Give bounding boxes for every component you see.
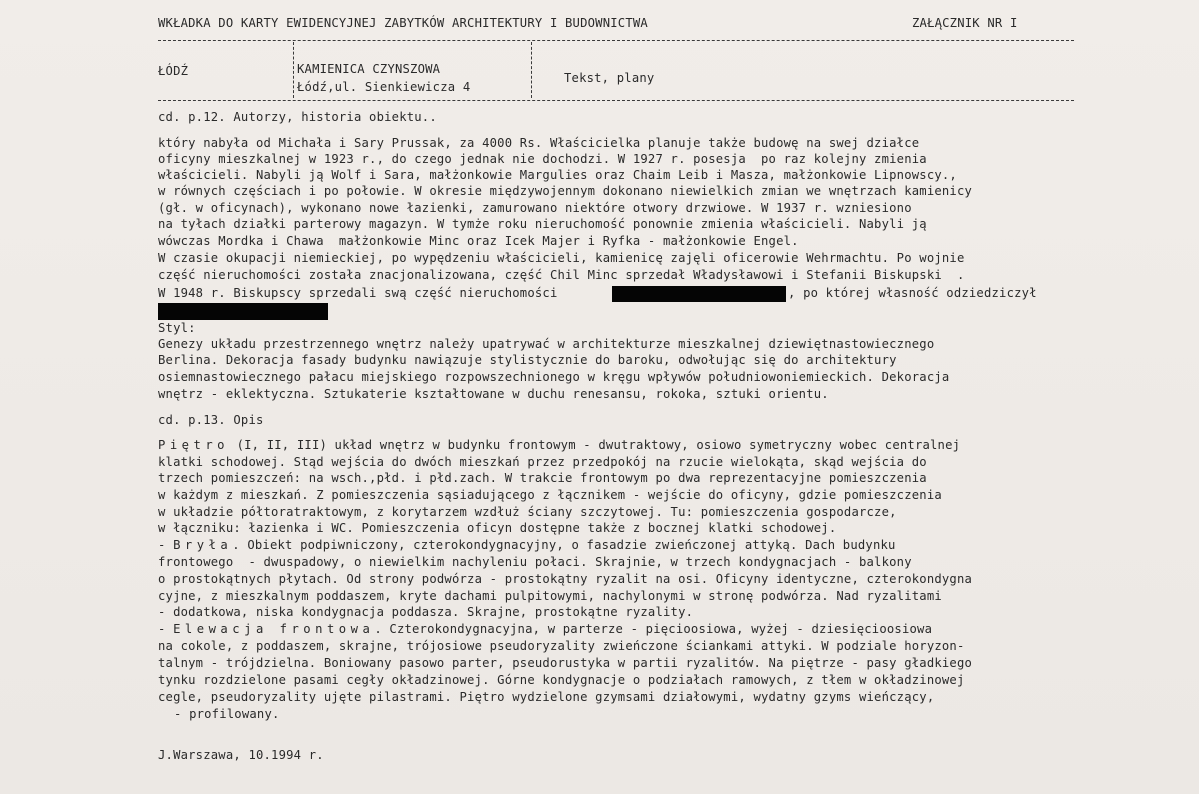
bryla-line: o prostokątnych płytach. Od strony podwórza - prostokątny ryzalit na osi. Oficyny identyczne, czterokondygna xyxy=(158,572,973,586)
description-line: klatki schodowej. Stąd wejścia do dwóch mieszkań przez przedpokój na rzucie wielokąta, skąd wejścia do xyxy=(158,455,927,469)
history-line: oficyny mieszkalnej w 1923 r., do czego jednak nie dochodzi. W 1927 r. posesja po raz kolejny zmienia xyxy=(158,152,927,166)
style-line: osiemnastowiecznego pałacu miejskiego rozpowszechnionego w kręgu wpływów południowoniemieckich. Dekoracja xyxy=(158,370,950,384)
city-field: ŁÓDŹ xyxy=(158,64,189,78)
object-name-field: KAMIENICA CZYNSZOWA xyxy=(297,62,441,76)
pietro-label: Piętro xyxy=(158,438,230,452)
bryla-line: - Bryła. Obiekt podpiwniczony, czterokondygnacyjny, o fasadzie zwieńczonej attyką. Dach budynku xyxy=(158,538,896,552)
elewacja-label: Elewacja frontowa xyxy=(173,622,375,636)
annex-label: ZAŁĄCZNIK NR I xyxy=(912,16,1018,30)
elewacja-line: na cokole, z poddaszem, skrajne, trójosiowe pseudoryzality zwieńczone ściankami attyki. W podziale horyzon- xyxy=(158,639,965,653)
document-title: WKŁADKA DO KARTY EWIDENCYJNEJ ZABYTKÓW ARCHITEKTURY I BUDOWNICTWA xyxy=(158,16,648,30)
elewacja-text: . Czterokondygnacyjna, w parterze - pięcioosiowa, wyżej - dziesięcioosiowa xyxy=(374,622,933,636)
column-divider-2 xyxy=(531,42,532,98)
elewacja-line: cegle, pseudoryzality ujęte pilastrami. Piętro wydzielone gzymsami działowymi, wydatny gzyms wieńczący, xyxy=(158,690,935,704)
info-divider xyxy=(158,100,1074,101)
elewacja-line: - profilowany. xyxy=(174,707,280,721)
elewacja-line: tynku rozdzielone pasami cegły okładzinowej. Górne kondygnacje o podziałach ramowych, z tłem w okładzinowej xyxy=(158,673,965,687)
description-line: w łączniku: łazienka i WC. Pomieszczenia oficyn dostępne także z bocznej klatki schodowej. xyxy=(158,521,837,535)
style-line: Genezy układu przestrzennego wnętrz należy upatrywać w architekturze mieszkalnej dziewiętnastowiecznego xyxy=(158,337,935,351)
history-line: (gł. w oficynach), wykonano nowe łazienki, zamurowano niektóre otwory drzwiowe. W 1937 r. wzniesiono xyxy=(158,201,912,215)
redaction-block xyxy=(612,286,786,302)
style-title: Styl: xyxy=(158,321,196,335)
description-text: (I, II, III) układ wnętrz w budynku frontowym - dwutraktowy, osiowo symetryczny wobec centralnej xyxy=(229,438,961,452)
history-line: część nieruchomości została znacjonalizowana, część Chil Minc sprzedał Władysławowi i Stefanii Biskupski . xyxy=(158,268,965,282)
history-line: który nabyła od Michała i Sary Prussak, za 4000 Rs. Właścicielka planuje także budowę na swej działce xyxy=(158,136,920,150)
bryla-line: frontowego - dwuspadowy, o niewielkim nachyleniu połaci. Skrajnie, w trzech kondygnacjach - balkony xyxy=(158,555,912,569)
address-field: Łódź,ul. Sienkiewicza 4 xyxy=(297,80,471,94)
bryla-line: - dodatkowa, niska kondygnacja poddasza. Skrajne, prostokątne ryzality. xyxy=(158,605,694,619)
section-history-title: cd. p.12. Autorzy, historia obiektu.. xyxy=(158,110,437,124)
history-line: W 1948 r. Biskupscy sprzedali swą część nieruchomości xyxy=(158,286,558,300)
style-line: wnętrz - eklektyczna. Sztukaterie kształtowane w duchu renesansu, rokoka, sztuki orientu. xyxy=(158,387,829,401)
header-divider xyxy=(158,40,1074,41)
style-line: Berlina. Dekoracja fasady budynku nawiązuje stylistycznie do baroku, odwołując się do architektury xyxy=(158,353,897,367)
history-line-end: , po której własność odziedziczył xyxy=(788,286,1037,300)
elewacja-line: - Elewacja frontowa. Czterokondygnacyjna, w parterze - pięcioosiowa, wyżej - dziesięcioosiowa xyxy=(158,622,933,636)
bryla-text: . Obiekt podpiwniczony, czterokondygnacyjny, o fasadzie zwieńczonej attyką. Dach budynku xyxy=(232,538,896,552)
bryla-label: Bryła xyxy=(173,538,233,552)
signature-date: J.Warszawa, 10.1994 r. xyxy=(158,748,324,762)
history-line: wówczas Mordka i Chawa małżonkowie Minc oraz Icek Majer i Ryfka - małżonkowie Engel. xyxy=(158,234,799,248)
column-divider-1 xyxy=(293,42,294,98)
history-line: W czasie okupacji niemieckiej, po wypędzeniu właścicieli, kamienicę zajęli oficerowie Wehrmachtu. Po wojnie xyxy=(158,251,965,265)
description-line: w każdym z mieszkań. Z pomieszczenia sąsiadującego z łącznikem - wejście do oficyny, gdzie pomieszczenia xyxy=(158,488,942,502)
section-description-title: cd. p.13. Opis xyxy=(158,413,264,427)
history-line: na tyłach działki parterowy magazyn. W tymże roku nieruchomość ponownie zmienia właścicieli. Nabyli ją xyxy=(158,217,927,231)
history-line: w równych częściach i po połowie. W okresie międzywojennym dokonano niewielkich zmian we wnętrzach kamienicy xyxy=(158,184,973,198)
description-line: w układzie półtoratraktowym, z korytarzem wzdłuż ściany szczytowej. Tu: pomieszczenia gospodarcze, xyxy=(158,505,897,519)
redaction-block xyxy=(158,303,328,320)
content-field: Tekst, plany xyxy=(564,71,655,85)
history-line: właścicieli. Nabyli ją Wolf i Sara, małżonkowie Margulies oraz Chaim Leib i Masza, małżonkowie Lipnowscy., xyxy=(158,168,957,182)
description-line xyxy=(158,438,960,453)
bryla-line: cyjne, z mieszkalnym poddaszem, kryte dachami pulpitowymi, nachylonymi w stronę podwórza. Nad ryzalitami xyxy=(158,589,942,603)
description-line: trzech pomieszczeń: na wsch.,płd. i płd.zach. W trakcie frontowym po dwa reprezentacyjne pomieszczenia xyxy=(158,471,927,485)
elewacja-line: talnym - trójdzielna. Boniowany pasowo parter, pseudorustyka w partii ryzalitów. Na piętrze - pasy gładkiego xyxy=(158,656,973,670)
